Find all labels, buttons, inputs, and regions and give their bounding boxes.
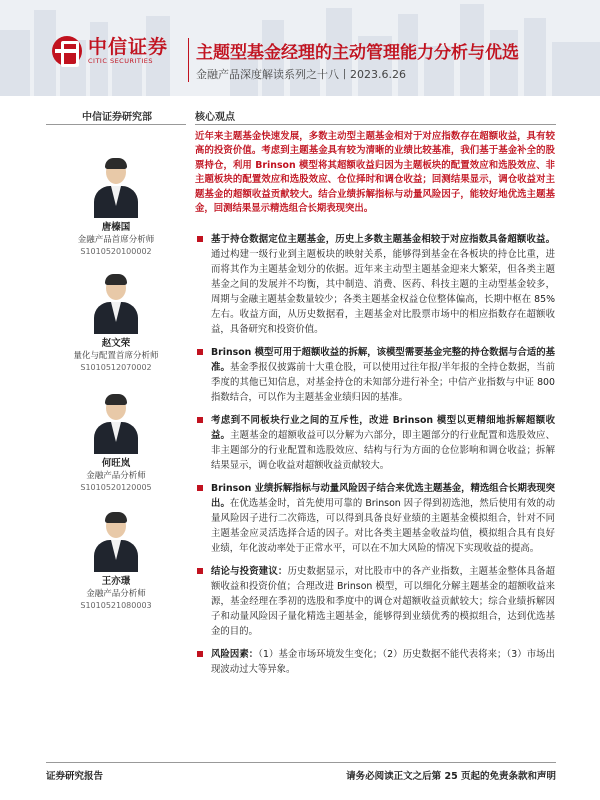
left-column-rule (46, 124, 186, 125)
footer-report-type: 证券研究报告 (46, 771, 104, 782)
report-subtitle: 金融产品深度解读系列之十八丨2023.6.26 (196, 68, 406, 81)
right-column-rule (195, 124, 556, 125)
analyst-card (46, 156, 186, 258)
core-summary: 近年来主题基金快速发展，多数主动型主题基金相对于对应指数存在超额收益，具有较高的投资价值。考虑到主题基金具有较为清晰的业绩比较基准，我们基于基金补全的股票持仓，利用 Brinson 模型将其超额收益归因为主题板块的配置效应和选股效应、非主题板块的配置效应和选股效应、仓位择时和调仓收益；回测结果显示，调仓收益对主题基金的超额收益贡献较大。结合业绩拆解指标与动量风险因子，能较好地优选主题基金，回测结果显示精选组合长期表现突出。 (195, 131, 555, 215)
analyst-role: 量化与配置首席分析师 (73, 351, 159, 361)
analyst-card (46, 272, 186, 374)
footer-disclaimer: 请务必阅读正文之后第 25 页起的免责条款和声明 (346, 771, 556, 782)
analyst-role: 金融产品分析师 (86, 589, 146, 599)
key-point (195, 564, 555, 639)
key-point-body: 主题基金的超额收益可以分解为六部分，即主题部分的行业配置和选股效应、非主题部分的行业配置和选股效应、结构与行为方面的仓位影响和调仓收益；拆解结果显示，调仓收益对超额收益贡献较大。 (211, 430, 555, 471)
footer-rule (46, 762, 556, 763)
analyst-role: 金融产品首席分析师 (77, 235, 155, 245)
key-point-body: 基金季报仅披露前十大重仓股，可以使用过往年报/半年报的全持仓数据，当前季度的其他已知信息，对基金持仓的未知部分进行补全；中信产业指数与中证 800 指数结合，可以作为主题基金业绩归因的基准。 (211, 362, 555, 403)
analyst-photo (88, 510, 144, 572)
key-point-body: （1）基金市场环境发生变化；（2）历史数据不能代表将来；（3）市场出现波动过大等异象。 (211, 649, 555, 675)
analyst-license: S1010520120005 (80, 483, 152, 492)
analyst-role: 金融产品分析师 (86, 471, 146, 481)
key-point-lead: 结论与投资建议： (211, 566, 288, 577)
key-point-body: 在优选基金时，首先使用可靠的 Brinson 因子得到初选池，然后使用有效的动量风险因子进行二次筛选，可以得到具备良好业绩的主题基金模拟组合，针对不同主题基金应灵活选择合适的因子。对比各类主题基金收益均值，模拟组合具有良好业绩，年化波动率处于正常水平，可以在不加大风险的情况下实现收益的提高。 (211, 498, 555, 554)
key-point-lead: 风险因素： (211, 649, 259, 660)
key-point-lead: 考虑到不同板块行业之间的互斥性，改进 Brinson 模型以更精细地拆解超额收益。 (211, 415, 555, 441)
core-views-heading: 核心观点 (195, 112, 235, 123)
citic-logo-mark-icon (52, 36, 82, 66)
analyst-license: S1010521080003 (80, 601, 152, 610)
key-point (195, 232, 555, 337)
analyst-name: 何旺岚 (101, 458, 131, 469)
key-point (195, 413, 555, 473)
analyst-card (46, 510, 186, 612)
citic-logo (52, 36, 168, 66)
analyst-photo (88, 272, 144, 334)
analyst-license: S1010520100002 (80, 247, 152, 256)
key-point (195, 647, 555, 677)
analyst-name: 赵文荣 (101, 338, 131, 349)
key-point-lead: Brinson 业绩拆解指标与动量风险因子结合来优选主题基金，精选组合长期表现突出。 (211, 483, 555, 509)
analyst-photo (88, 392, 144, 454)
key-point (195, 345, 555, 405)
logo-chinese-name: 中信证券 (88, 35, 169, 58)
analyst-card (46, 392, 186, 494)
analyst-name: 王亦璟 (101, 576, 131, 587)
report-title: 主题型基金经理的主动管理能力分析与优选 (196, 43, 519, 63)
logo-english-name: CITIC SECURITIES (88, 56, 154, 65)
key-point (195, 481, 555, 556)
analyst-license: S1010512070002 (80, 363, 152, 372)
analyst-name: 唐榛国 (101, 222, 131, 233)
research-dept-heading: 中信证券研究部 (82, 112, 152, 123)
analyst-photo (88, 156, 144, 218)
key-point-body: 通过构建一级行业到主题板块的映射关系，能够得到基金在各板块的持仓比重，进而将其作为主题基金划分的依据。近年来主动型主题基金迎来大繁荣，但各类主题基金之间的发展并不均衡，其中制造、消费、医药、科技主题的主动型基金较多，周期与金融主题基金数量较少；各类主题基金权益仓位整体偏高，长期中枢在 85%左右。收益方面，从历史数据看，主题基金对比股票市场中的相应指数存在超额收益，具备研究和投资价值。 (211, 249, 555, 335)
header-divider (188, 38, 189, 82)
key-point-body: 历史数据显示，对比股市中的各产业指数，主题基金整体具备超额收益和投资价值；合理改进 Brinson 模型，可以细化分解主题基金的超额收益来源，基金经理在季初的选股和季度中的调仓对超额收益贡献较大；综合业绩拆解因子和动量风险因子量化精选主题基金，能够得到业绩优秀的模拟组合，达到优选基金的目的。 (211, 566, 555, 637)
report-header (0, 0, 600, 96)
key-point-lead: Brinson 模型可用于超额收益的拆解，该模型需要基金完整的持仓数据与合适的基准。 (211, 347, 555, 373)
key-points-list (195, 232, 555, 685)
key-point-lead: 基于持仓数据定位主题基金，历史上多数主题基金相较于对应指数具备超额收益。 (211, 234, 555, 245)
